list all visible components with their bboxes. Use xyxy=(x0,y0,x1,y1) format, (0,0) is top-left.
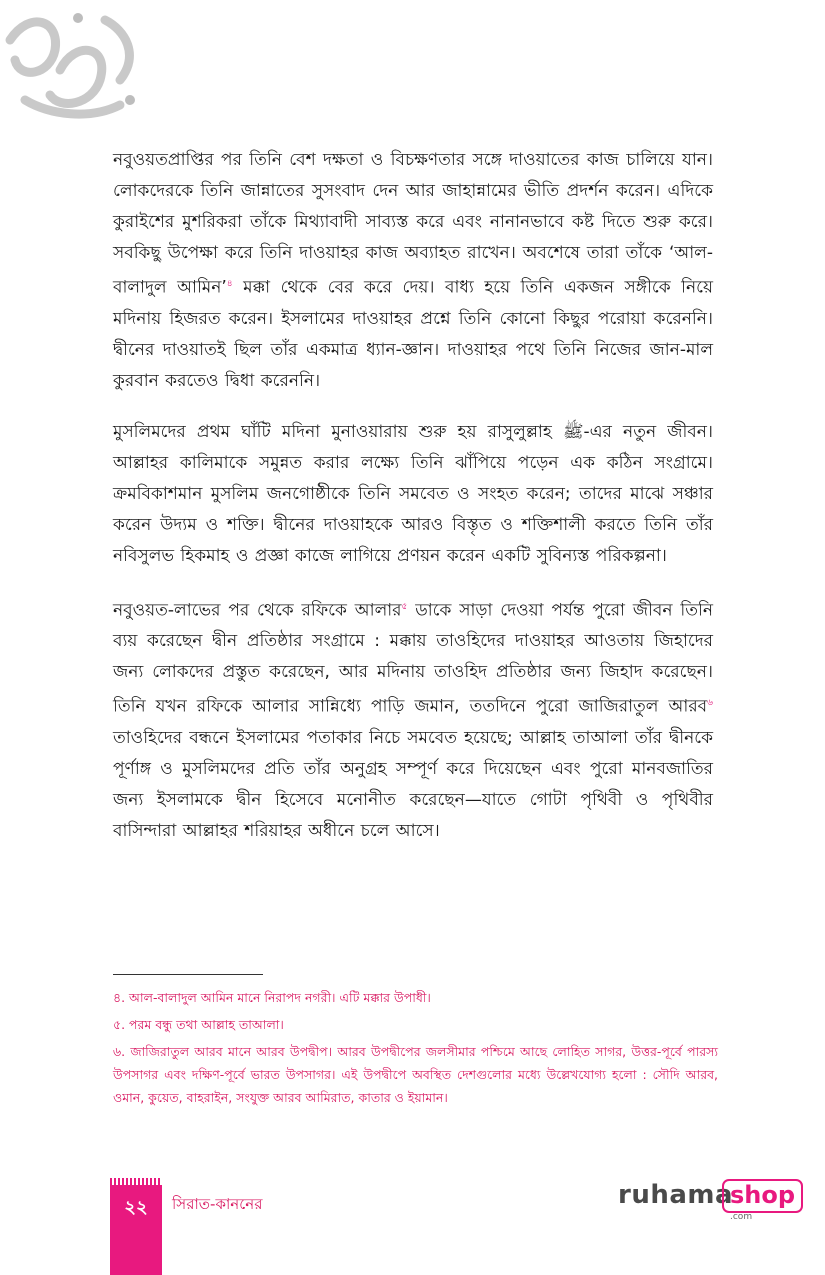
footnote-ref-5[interactable]: ৫ xyxy=(401,601,408,612)
logo-domain-text: .com xyxy=(730,1212,753,1222)
logo-ruhama-text: ruhama xyxy=(618,1180,734,1210)
paragraph-3: নবুওয়ত-লাভের পর থেকে রফিকে আলার$^৫$ ডাকে সাড়া দেওয়া পর্যন্ত পুরো জীবন তিনি ব্যয় করেছেন দ্বীন প্রতিষ্ঠার সংগ্রামে : মক্কায় তাওহিদের দাওয়াহর আওতায় জিহাদের জন্য লোকদের প্রস্তুত করেছেন, আর মদিনায় তাওহিদ প্রতিষ্ঠার জন্য জিহাদ করেছেন। তিনি যখন রফিকে আলার সান্নিধ্যে পাড়ি জমান, ততদিনে পুরো জাজিরাতুল আরব$^৬$ তাওহিদের বন্ধনে ইসলামের পতাকার নিচে সমবেত হয়েছে; আল্লাহ তাআলা তাঁর দ্বীনকে পূর্ণাঙ্গ ও মুসলিমদের প্রতি তাঁর অনুগ্রহ সম্পূর্ণ করে দিয়েছেন এবং পুরো মানবজাতির জন্য ইসলামকে দ্বীন হিসেবে মনোনীত করেছেন—যাতে গোটা পৃথিবী ও পৃথিবীর বাসিন্দারা আল্লাহর শরিয়াহর অধীনে চলে আসে। xyxy=(113,600,713,841)
footnote-ref-4[interactable]: ৪ xyxy=(226,279,233,289)
footnote-divider xyxy=(113,974,263,975)
footnote-4: ৪. আল-বালাদুল আমিন মানে নিরাপদ নগরী। এটি মক্কার উপাধী। xyxy=(113,990,431,1005)
main-text xyxy=(113,145,713,847)
paragraph-1: নবুওয়তপ্রাপ্তির পর তিনি বেশ দক্ষতা ও বিচক্ষণতার সঙ্গে দাওয়াতের কাজ চালিয়ে যান। লোকদেরকে তিনি জান্নাতের সুসংবাদ দেন আর জাহান্নামের ভীতি প্রদর্শন করেন। এদিকে কুরাইশের মুশরিকরা তাঁকে মিথ্যাবাদী সাব্যস্ত করে এবং নানানভাবে কষ্ট দিতে শুরু করে। সবকিছু উপেক্ষা করে তিনি দাওয়াহর কাজ অব্যাহত রাখেন। অবশেষে তারা তাঁকে ‘আল-বালাদুল আমিন’$^৪$ মক্কা থেকে বের করে দেয়। বাধ্য হয়ে তিনি একজন সঙ্গীকে নিয়ে মদিনায় হিজরত করেন। ইসলামের দাওয়াহর প্রশ্নে তিনি কোনো কিছুর পরোয়া করেননি। দ্বীনের দাওয়াতই ছিল তাঁর একমাত্র ধ্যান-জ্ঞান। দাওয়াহর পথে তিনি নিজের জান-মাল কুরবান করতেও দ্বিধা করেননি। xyxy=(113,150,713,391)
logo-shop-text: shop xyxy=(722,1179,803,1213)
ruhamashop-logo[interactable] xyxy=(618,1176,796,1222)
page-number: ২২ xyxy=(124,1197,148,1218)
footnote-6: ৬. জাজিরাতুল আরব মানে আরব উপদ্বীপ। আরব উপদ্বীপের জলসীমার পশ্চিমে আছে লোহিত সাগর, উত্তর-পূর্বে পারস্য উপসাগর এবং দক্ষিণ-পূর্বে ভারত উপসাগর। এই উপদ্বীপে অবস্থিত দেশগুলোর মধ্যে উল্লেখযোগ্য হলো : সৌদি আরব, ওমান, কুয়েত, বাহরাইন, সংযুক্ত আরব আমিরাত, কাতার ও ইয়ামান। xyxy=(113,1044,718,1105)
calligraphy-ornament xyxy=(0,0,150,130)
footnotes xyxy=(113,986,718,1113)
paragraph-2: মুসলিমদের প্রথম ঘাঁটি মদিনা মুনাওয়ারায় শুরু হয় রাসুলুল্লাহ ﷺ-এর নতুন জীবন। আল্লাহর কালিমাকে সমুন্নত করার লক্ষ্যে তিনি ঝাঁপিয়ে পড়েন এক কঠিন সংগ্রামে। ক্রমবিকাশমান মুসলিম জনগোষ্ঠীকে তিনি সমবেত ও সংহত করেন; তাদের মাঝে সঞ্চার করেন উদ্যম ও শক্তি। দ্বীনের দাওয়াহকে আরও বিস্তৃত ও শক্তিশালী করতে তিনি তাঁর নবিসুলভ হিকমাহ ও প্রজ্ঞা কাজে লাগিয়ে প্রণয়ন করেন একটি সুবিন্যস্ত পরিকল্পনা। xyxy=(113,421,713,566)
page-tab-hatch xyxy=(110,1178,162,1185)
footnote-5: ৫. পরম বন্ধু তথা আল্লাহ তাআলা। xyxy=(113,1017,284,1032)
footnote-ref-6[interactable]: ৬ xyxy=(707,698,713,709)
running-title: সিরাত-কাননের xyxy=(172,1195,263,1213)
